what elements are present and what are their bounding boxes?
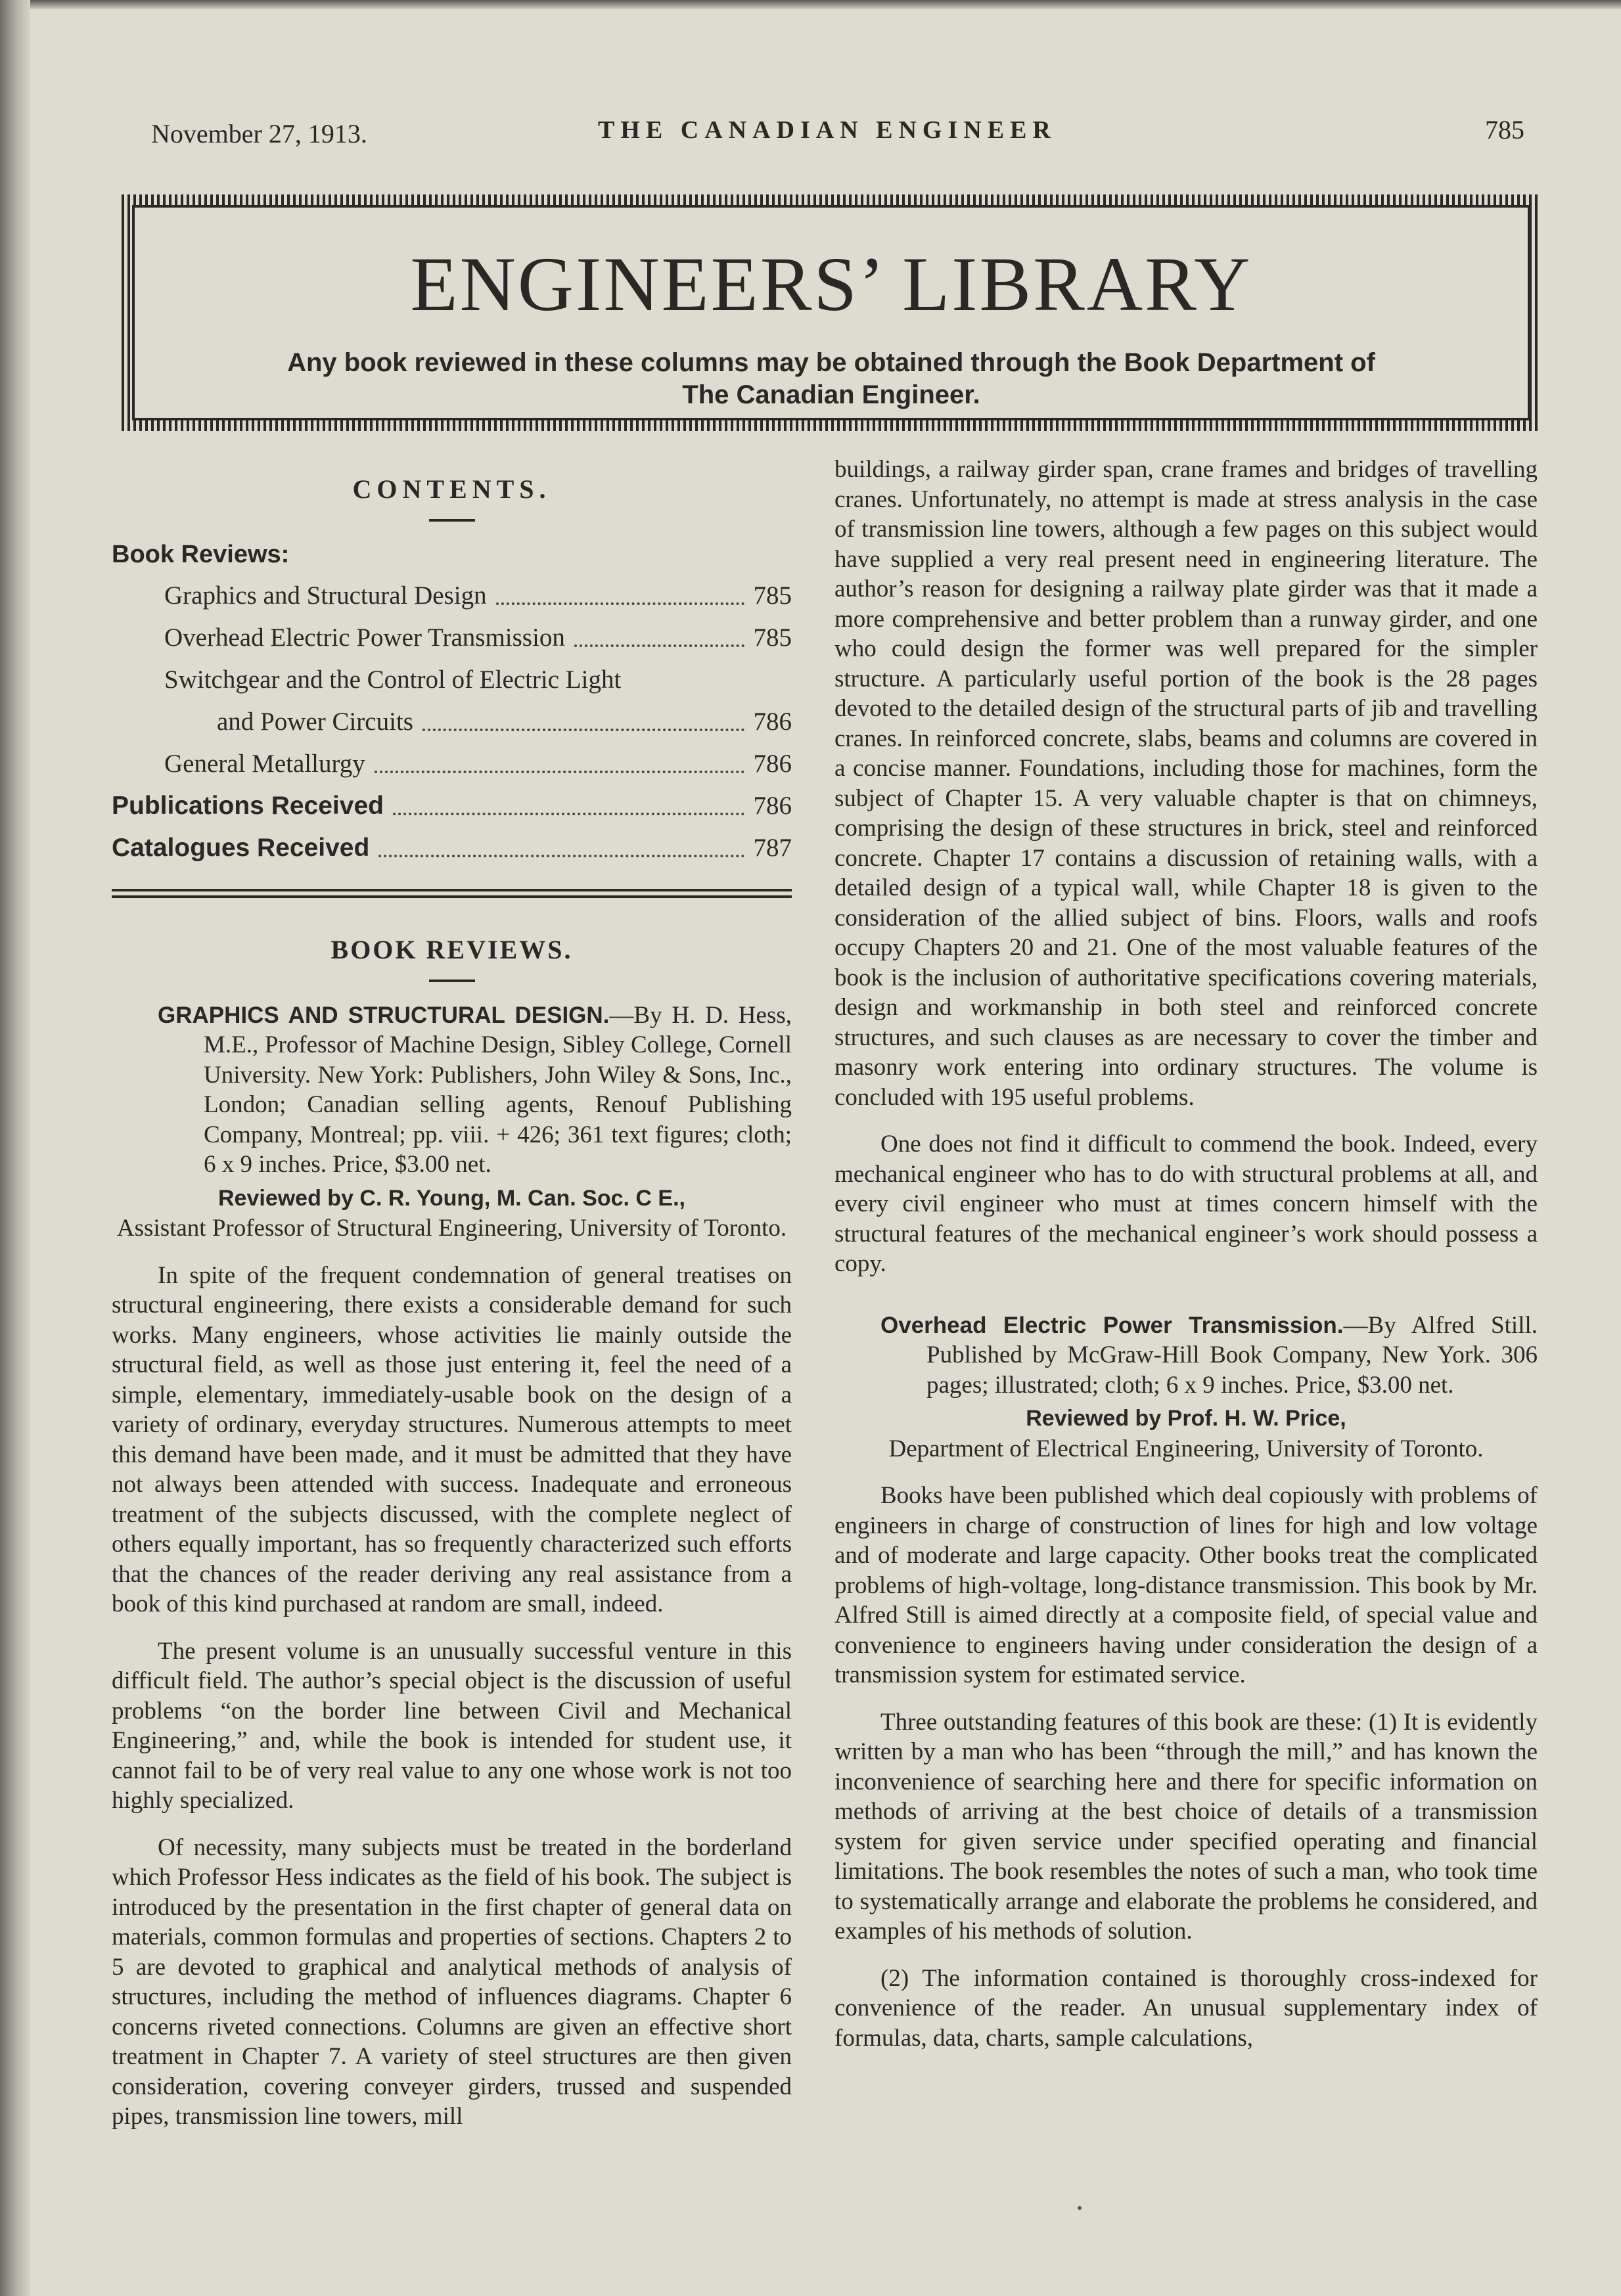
review2-reviewer-title: Department of Electrical Engineering, University of Toronto. — [888, 1435, 1484, 1462]
banner-subtitle-line2: The Canadian Engineer. — [682, 380, 980, 409]
contents-item-page: 785 — [753, 581, 792, 610]
review1-heading — [112, 1001, 792, 1180]
leader-dots — [422, 701, 744, 731]
contents-item — [112, 701, 792, 743]
section-divider — [112, 889, 792, 898]
contents-item-label: Overhead Electric Power Transmission — [164, 623, 565, 652]
page-top-edge — [0, 0, 1621, 9]
review2-details: —By Alfred Still. Published by McGraw-Hill Book Company, New York. 306 pages; illustrated; cloth; 6 x 9 inches. Price, $3.00 net. — [926, 1311, 1538, 1399]
leader-dots — [375, 743, 744, 773]
review1-paragraph: buildings, a railway girder span, crane frames and bridges of travelling cranes. Unfortunately, no attempt is made at stress analysis in the case of transmission line towers, although a few pages on this subject would have supplied a very real present need in engineering literature. The author’s reason for designing a railway plate girder was that it made a more comprehensive and better problem than a runway girder, and one who could design the former was well prepared for the simpler structure. A particularly useful portion of the book is the 28 pages devoted to the detailed design of the structural parts of jib and travelling cranes. In reinforced concrete, slabs, beams and columns are covered in a concise manner. Foundations, including those for machines, form the subject of Chapter 15. A very valuable chapter is that on chimneys, comprising the design of these structures in brick, steel and reinforced concrete. Chapter 17 contains a discussion of retaining walls, with a detailed design of a typical wall, while Chapter 18 is given to the consideration of the allied subject of bins. Floors, walls and roofs occupy Chapters 20 and 21. One of the most valuable features of the book is the inclusion of authoritative specifications covering materials, design and workmanship in both steel and reinforced concrete structures, and such clauses as are necessary to cover the timber and masonry work entering into ordinary structures. The volume is concluded with 195 useful problems. — [834, 456, 1538, 1111]
banner-title: ENGINEERS’ LIBRARY — [410, 241, 1252, 327]
review2-title: Overhead Electric Power Transmission. — [880, 1312, 1344, 1338]
contents-book-reviews-label: Book Reviews: — [112, 540, 290, 568]
contents-item-label: and Power Circuits — [217, 708, 413, 736]
right-column — [834, 455, 1538, 2053]
contents-catalogues — [112, 827, 792, 869]
contents-item — [112, 575, 792, 617]
banner-subtitle-line1: Any book reviewed in these columns may be obtained through the Book Department of — [287, 348, 1375, 377]
review1-reviewer: Reviewed by C. R. Young, M. Can. Soc. C E., — [218, 1185, 685, 1211]
leader-dots — [393, 785, 744, 815]
review1-paragraph: The present volume is an unusually successful venture in this difficult field. The author’s special object is the discussion of useful problems “on the border line between Civil and Mechanical Engineering,” and, while the book is intended for student use, it cannot fail to be of very real value to any one whose work is not too highly specialized. — [112, 1637, 792, 1814]
banner-frame — [132, 205, 1530, 420]
leader-dots — [378, 827, 744, 857]
review1-details: —By H. D. Hess, M.E., Professor of Machine Design, Sibley College, Cornell University. New York: Publishers, John Wiley & Sons, Inc., London; Canadian selling agents, Renouf Publishing Company, Montreal; pp. viii. + 426; 361 text figures; cloth; 6 x 9 inches. Price, $3.00 net. — [204, 1001, 792, 1178]
review2-heading — [834, 1311, 1538, 1401]
review1-paragraph: Of necessity, many subjects must be treated in the borderland which Professor Hess indicates as the field of his book. The subject is introduced by the presentation in the first chapter of general data on materials, common formulas and properties of sections. Chapters 2 to 5 are devoted to graphical and analytical methods of analysis of structures, including the method of influences diagrams. Chapter 6 concerns riveted connections. Columns are given an effective short treatment in Chapter 7. A variety of steel structures are then given consideration, covering conveyer girders, trussed and suspended pipes, transmission line towers, mill — [112, 1834, 792, 2130]
review2-paragraph: Three outstanding features of this book are these: (1) It is evidently written by a man who has been “through the mill,” and has known the inconvenience of searching here and there for specific information on methods of arriving at the best choice of details of a transmission system for given service under specified operating and financial limitations. The book resembles the notes of such a man, who took time to systematically arrange and elaborate the problems he considered, and examples of his methods of solution. — [834, 1708, 1538, 1945]
contents-item — [112, 743, 792, 785]
contents-publications-label: Publications Received — [112, 792, 384, 820]
contents-item — [112, 659, 792, 701]
review2-reviewer: Reviewed by Prof. H. W. Price, — [1026, 1406, 1346, 1431]
contents-item-page: 786 — [753, 708, 792, 736]
contents-item-label: Switchgear and the Control of Electric Light — [164, 665, 622, 694]
running-header — [151, 112, 1524, 164]
contents-title: CONTENTS. — [352, 474, 551, 504]
review1-title: GRAPHICS AND STRUCTURAL DESIGN. — [158, 1002, 610, 1028]
review1-reviewer-title: Assistant Professor of Structural Engineering, University of Toronto. — [116, 1215, 787, 1242]
contents-catalogues-label: Catalogues Received — [112, 834, 370, 862]
contents-item-label: Graphics and Structural Design — [164, 581, 487, 610]
contents-item-label: General Metallurgy — [164, 750, 365, 778]
review2-paragraph: Books have been published which deal copiously with problems of engineers in charge of construction of lines for high and low voltage and of moderate and large capacity. Other books treat the complicated problems of high-voltage, long-distance transmission. This book by Mr. Alfred Still is aimed directly at a composite field, of special value and convenience to engineers having under consideration the design of a transmission system for estimated service. — [834, 1482, 1538, 1688]
page-number: 785 — [1485, 115, 1524, 145]
journal-title: THE CANADIAN ENGINEER — [598, 116, 1057, 144]
review1-paragraph: In spite of the frequent condemnation of general treatises on structural engineering, there exists a considerable demand for such works. Many engineers, whose activities lie mainly outside the structural field, as well as those just entering it, feel the need of a simple, elementary, immediately-usable book on the design of a variety of ordinary, everyday structures. Numerous attempts to meet this demand have been made, and it must be admitted that they have not always been attended with success. Inadequate and erroneous treatment of the subjects discussed, with the complete neglect of others equally important, has so frequently characterized such efforts that the chances of the reader deriving any real assistance from a book of this kind purchased at random are small, indeed. — [112, 1261, 792, 1617]
contents-item-page: 786 — [753, 750, 792, 778]
review2-paragraph: (2) The information contained is thoroughly cross-indexed for convenience of the reader. An unusual supplementary index of formulas, data, charts, sample calculations, — [834, 1964, 1538, 2052]
issue-date: November 27, 1913. — [151, 119, 367, 148]
page-binding-shadow — [0, 0, 30, 2296]
book-reviews-title: BOOK REVIEWS. — [331, 935, 573, 964]
leader-dots — [496, 575, 744, 605]
contents-publications-page: 786 — [753, 792, 792, 820]
review1-paragraph: One does not find it difficult to commend the book. Indeed, every mechanical engineer who has to do with structural problems at all, and every civil engineer who must at times concern himself with the structural features of the mechanical engineer’s work should possess a copy. — [834, 1131, 1538, 1277]
banner-subtitle — [135, 347, 1528, 411]
contents-item — [112, 617, 792, 659]
print-speck — [1078, 2206, 1082, 2210]
engineers-library-banner — [122, 194, 1541, 431]
book-reviews-rule — [429, 979, 475, 982]
contents-item-page: 785 — [753, 623, 792, 652]
contents-catalogues-page: 787 — [753, 834, 792, 862]
review2-reviewer-block — [834, 1404, 1538, 1464]
contents-rule — [429, 519, 475, 522]
contents-publications — [112, 785, 792, 827]
leader-dots — [574, 617, 744, 647]
left-column — [112, 460, 792, 2132]
review1-reviewer-block — [112, 1184, 792, 1244]
